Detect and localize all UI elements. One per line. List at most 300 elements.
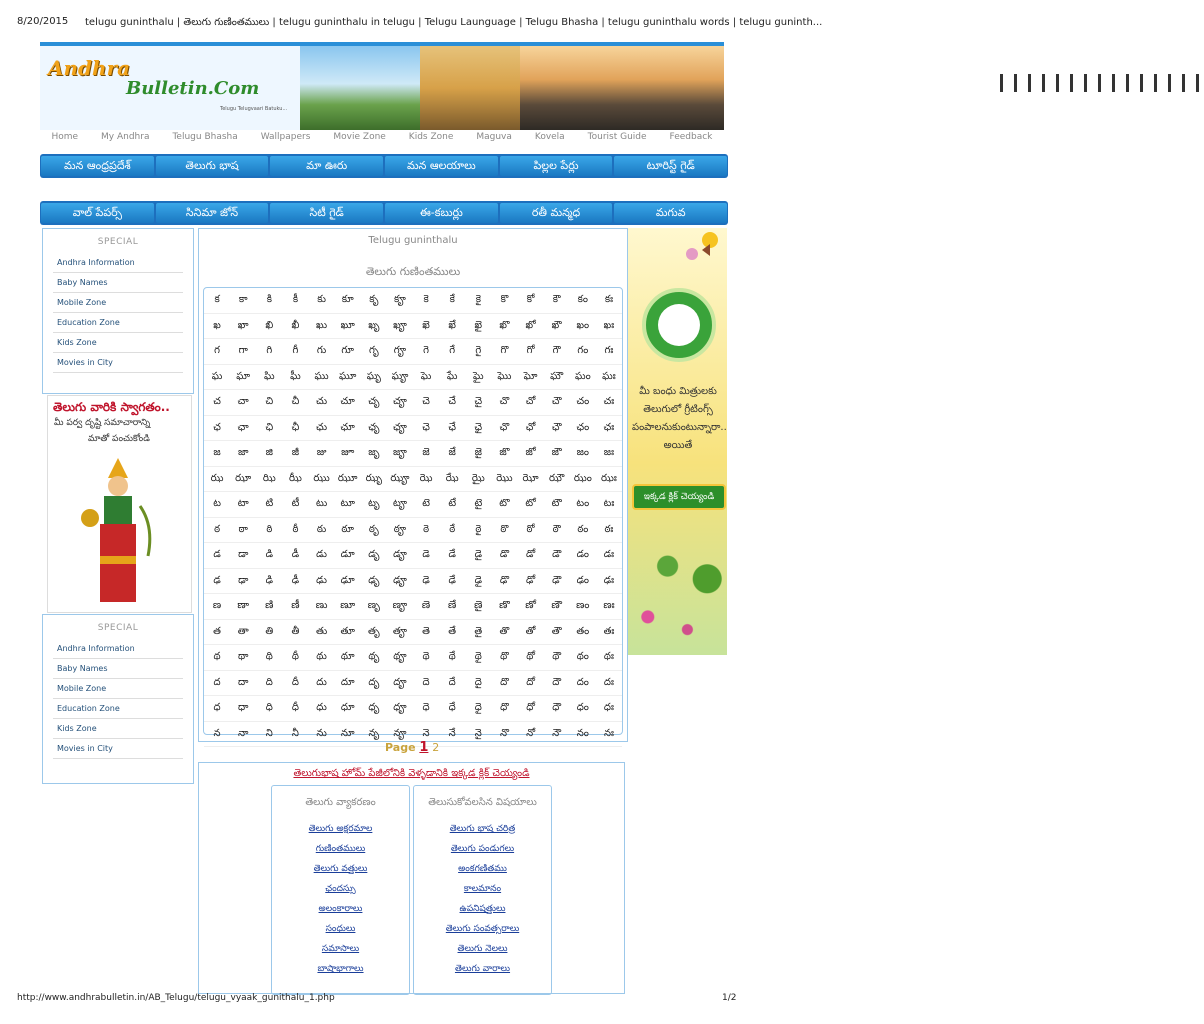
gunintham-cell: ఝి <box>262 472 276 484</box>
topic-link[interactable]: కాలమానం <box>463 884 502 894</box>
gunintham-cell: టౄ <box>392 498 407 510</box>
gunintham-cell: కే <box>449 294 455 306</box>
telugu-nav-item[interactable]: మా ఊరు <box>270 156 383 176</box>
gunintham-cell: ఠౌ <box>552 523 561 535</box>
gunintham-cell: థృ <box>368 651 380 663</box>
telugu-nav-item[interactable]: వాల్ పేపర్స్ <box>41 203 154 223</box>
gunintham-cell: ఠి <box>266 523 273 535</box>
gunintham-cell: ఝీ <box>289 472 302 484</box>
gunintham-cell: ఛొ <box>499 421 510 433</box>
gunintham-table <box>203 287 623 739</box>
gunintham-cell: టి <box>265 498 274 510</box>
telugu-nav-item[interactable]: మన ఆలయాలు <box>385 156 498 176</box>
gunintham-cell: ఝౄ <box>390 472 410 484</box>
gunintham-cell: ఛౌ <box>551 421 562 433</box>
gunintham-row <box>204 467 622 493</box>
gunintham-cell: ఠూ <box>341 523 354 535</box>
gunintham-cell: తై <box>474 625 483 637</box>
gunintham-cell: టొ <box>499 498 510 510</box>
gunintham-cell: ఢో <box>525 574 536 586</box>
gunintham-cell: డొ <box>499 549 510 561</box>
bridge-silhouette <box>1000 74 1204 92</box>
gunintham-cell: ఛృ <box>368 421 380 433</box>
gunintham-cell: టే <box>448 498 457 510</box>
gunintham-cell: కం <box>577 294 588 306</box>
telugu-nav-item[interactable]: మన ఆంధ్రప్రదేశ్ <box>41 156 154 176</box>
gunintham-cell: ఛి <box>265 421 274 433</box>
gunintham-cell: ఢూ <box>340 574 355 586</box>
gunintham-cell: కీ <box>292 294 299 306</box>
topic-link[interactable]: తెలుగు భాష చరిత్ర <box>449 824 516 834</box>
gunintham-cell: ఠా <box>238 523 248 535</box>
gunintham-cell: టౌ <box>551 498 562 510</box>
gunintham-cell: ధౌ <box>552 702 562 714</box>
special-link[interactable]: Andhra Information <box>53 253 183 273</box>
gunintham-cell: థౄ <box>393 651 407 663</box>
telugu-nav-bar-1 <box>40 154 728 178</box>
gunintham-cell: తా <box>237 625 249 637</box>
gunintham-cell: కా <box>238 294 248 306</box>
nav-telugu-bhasha[interactable]: Telugu Bhasha <box>172 132 238 142</box>
gunintham-cell: ణృ <box>367 600 380 612</box>
gunintham-cell: ఠౄ <box>393 523 407 535</box>
gunintham-cell: ను <box>316 727 327 739</box>
gunintham-cell: ఛు <box>316 421 328 433</box>
print-date: 8/20/2015 <box>17 16 69 27</box>
gunintham-cell: ఢౄ <box>393 574 407 586</box>
logo-text-bulletin[interactable]: Bulletin.Com <box>126 78 260 99</box>
gunintham-row <box>204 543 622 569</box>
gunintham-cell: జౌ <box>551 447 562 459</box>
gunintham-cell: నీ <box>291 727 299 739</box>
gunintham-cell: ఢొ <box>499 574 510 586</box>
gunintham-cell: కె <box>423 294 429 306</box>
page-next-link[interactable]: 2 <box>432 741 440 754</box>
topic-link[interactable]: ఉపనిషత్తులు <box>459 904 506 914</box>
gunintham-cell: దో <box>526 676 535 688</box>
gunintham-cell: ధు <box>316 702 327 714</box>
gunintham-cell: ఠే <box>449 523 456 535</box>
gunintham-cell: థౌ <box>552 651 562 663</box>
gunintham-cell: థి <box>265 651 273 663</box>
gunintham-cell: థీ <box>291 651 299 663</box>
gunintham-cell: ఠ <box>214 523 221 535</box>
gunintham-cell: ఖూ <box>340 319 355 331</box>
gunintham-cell: డో <box>525 549 536 561</box>
page-current-link[interactable]: 1 <box>419 740 429 755</box>
gunintham-cell: ధః <box>603 702 614 714</box>
gunintham-cell: చ <box>213 396 221 408</box>
site-banner <box>40 42 724 130</box>
gunintham-cell: ధౄ <box>393 702 407 714</box>
gunintham-cell: థె <box>422 651 430 663</box>
gunintham-cell: నూ <box>340 727 355 739</box>
gunintham-cell: నై <box>474 727 482 739</box>
gunintham-cell: దు <box>316 676 327 688</box>
gunintham-cell: గు <box>316 345 327 357</box>
gunintham-cell: టా <box>237 498 249 510</box>
gunintham-cell: చో <box>525 396 536 408</box>
gunintham-cell: నే <box>448 727 456 739</box>
gunintham-cell: చీ <box>291 396 300 408</box>
gunintham-cell: చః <box>603 396 615 408</box>
gunintham-cell: చౄ <box>393 396 407 408</box>
grammar-link[interactable]: తెలుగు వత్తులు <box>313 864 368 874</box>
gunintham-cell: టః <box>603 498 615 510</box>
topic-link[interactable]: తెలుగు సంవత్సరాలు <box>445 924 520 934</box>
gunintham-row <box>204 416 622 442</box>
gunintham-cell: నో <box>526 727 536 739</box>
gunintham-cell: ఝే <box>445 472 459 484</box>
gunintham-row <box>204 339 622 365</box>
gunintham-cell: థొ <box>500 651 509 663</box>
gunintham-cell: కృ <box>369 294 379 306</box>
gunintham-cell: గౌ <box>552 345 561 357</box>
grammar-link[interactable]: సంధులు <box>325 924 356 934</box>
topic-link[interactable]: తెలుగు నెలలు <box>457 944 508 954</box>
telugu-home-link[interactable]: తెలుగుభాష హోమ్ పేజీలోనికి వెళ్ళడానికి ఇక్కడ క్లిక్ చెయ్యండి <box>293 768 530 779</box>
gunintham-cell: గృ <box>368 345 379 357</box>
nav-feedback[interactable]: Feedback <box>669 132 713 142</box>
gunintham-cell: ఛం <box>576 421 590 433</box>
gunintham-cell: కో <box>526 294 535 306</box>
gunintham-cell: ఝా <box>235 472 252 484</box>
gunintham-cell: ఘ <box>211 370 223 382</box>
gunintham-cell: థం <box>576 651 589 663</box>
gunintham-cell: టో <box>525 498 536 510</box>
gunintham-cell: ఢ <box>213 574 221 586</box>
special-link[interactable]: Baby Names <box>53 273 183 293</box>
special-heading: SPECIAL <box>97 237 139 247</box>
gunintham-cell: థః <box>603 651 614 663</box>
ad-text: మీ బంధు మిత్రులకు తెలుగులో గ్రీటింగ్స్ పంపాలనుకుంటున్నారా.. అయితే <box>632 386 727 451</box>
gunintham-cell: ధే <box>448 702 456 714</box>
gunintham-row <box>204 390 622 416</box>
gunintham-cell: గ <box>214 345 220 357</box>
gunintham-cell: ధో <box>526 702 535 714</box>
gunintham-cell: జే <box>448 447 456 459</box>
grammar-heading: తెలుగు వ్యాకరణం <box>305 797 376 808</box>
gunintham-cell: దూ <box>340 676 355 688</box>
gunintham-cell: ఝ <box>210 472 224 484</box>
gunintham-cell: ఠః <box>604 523 614 535</box>
nav-wallpapers[interactable]: Wallpapers <box>260 132 311 142</box>
gunintham-cell: ఢృ <box>368 574 380 586</box>
gunintham-cell: ఘె <box>420 370 432 382</box>
gunintham-cell: దే <box>448 676 456 688</box>
gunintham-cell: ఠం <box>577 523 589 535</box>
gunintham-row <box>204 314 622 340</box>
gunintham-cell: థూ <box>340 651 355 663</box>
gunintham-cell: ధీ <box>291 702 299 714</box>
gunintham-cell: డి <box>265 549 274 561</box>
gunintham-cell: ఖే <box>448 319 456 331</box>
gunintham-cell: జొ <box>499 447 510 459</box>
telugu-nav-item[interactable]: పిల్లల పేర్లు <box>500 156 613 176</box>
gunintham-cell: ట <box>213 498 221 510</box>
gunintham-cell: ధా <box>237 702 249 714</box>
gunintham-cell: నృ <box>368 727 380 739</box>
special-link[interactable]: Movies in City <box>53 739 183 759</box>
gunintham-cell: నం <box>576 727 589 739</box>
gunintham-cell: తః <box>603 625 615 637</box>
gunintham-cell: డా <box>238 549 249 561</box>
gunintham-cell: కి <box>266 294 272 306</box>
gunintham-cell: ఝు <box>313 472 330 484</box>
gunintham-row <box>204 365 622 391</box>
gunintham-cell: నా <box>237 727 249 739</box>
gunintham-cell: జం <box>576 447 589 459</box>
gunintham-cell: తృ <box>368 625 380 637</box>
gunintham-cell: ఛో <box>525 421 536 433</box>
page-title: Telugu guninthalu <box>368 235 458 246</box>
gunintham-cell: నౌ <box>552 727 562 739</box>
gunintham-cell: నౄ <box>393 727 407 739</box>
nav-tourist-guide[interactable]: Tourist Guide <box>587 132 647 142</box>
gunintham-cell: టై <box>474 498 483 510</box>
gunintham-cell: ఢౌ <box>552 574 562 586</box>
gunintham-cell: దా <box>237 676 249 688</box>
gunintham-cell: తౌ <box>551 625 562 637</box>
gunintham-cell: థా <box>237 651 249 663</box>
gunintham-cell: ఘే <box>446 370 458 382</box>
topic-link[interactable]: అంకగణితము <box>458 864 507 874</box>
gunintham-cell: ణి <box>265 600 274 612</box>
flowers-decoration <box>628 528 727 655</box>
grammar-link[interactable]: అలంకారాలు <box>318 904 363 914</box>
grammar-link[interactable]: బాషాభాగాలు <box>317 964 364 974</box>
telugu-nav-item[interactable]: సిటీ గైడ్ <box>270 203 383 223</box>
grammar-link[interactable]: ఛందస్సు <box>325 884 356 894</box>
nav-my-andhra[interactable]: My Andhra <box>101 132 150 142</box>
gunintham-cell: చౌ <box>551 396 562 408</box>
gunintham-cell: క <box>214 294 220 306</box>
gunintham-cell: ఘూ <box>339 370 357 382</box>
gunintham-cell: నః <box>603 727 614 739</box>
grammar-box <box>271 785 410 995</box>
gunintham-cell: గీ <box>292 345 299 357</box>
gunintham-cell: కౄ <box>394 294 406 306</box>
gunintham-cell: ఖౌ <box>551 319 562 331</box>
gunintham-cell: ణె <box>421 600 431 612</box>
top-nav <box>40 132 724 146</box>
gunintham-cell: ణొ <box>499 600 510 612</box>
gunintham-cell: త <box>213 625 221 637</box>
ad-click-button[interactable]: ఇక్కడ క్లిక్ చెయ్యండి <box>632 484 726 510</box>
telugu-nav-item[interactable]: మగువ <box>614 203 727 223</box>
gunintham-cell: ఠో <box>526 523 535 535</box>
telugu-nav-item[interactable]: రతీ మన్మధ <box>500 203 613 223</box>
print-footer-page: 1/2 <box>722 993 737 1003</box>
gunintham-cell: ణ <box>212 600 222 612</box>
gunintham-cell: ద <box>213 676 221 688</box>
gunintham-cell: చొ <box>499 396 510 408</box>
print-header <box>0 0 823 28</box>
gunintham-cell: ఝో <box>522 472 539 484</box>
gunintham-cell: దీ <box>291 676 299 688</box>
welcome-line: మాతో పంచుకోండి <box>88 434 150 444</box>
gunintham-cell: గూ <box>341 345 354 357</box>
special-link[interactable]: Mobile Zone <box>53 293 183 313</box>
nav-movie-zone[interactable]: Movie Zone <box>333 132 386 142</box>
grammar-link[interactable]: గుణింతములు <box>315 844 366 854</box>
grammar-link[interactable]: తెలుగు అక్షరమాల <box>308 824 373 834</box>
gunintham-cell: ఢు <box>316 574 327 586</box>
special-link[interactable]: Education Zone <box>53 313 183 333</box>
special-link[interactable]: Education Zone <box>53 699 183 719</box>
gunintham-cell: తౄ <box>392 625 407 637</box>
gunintham-cell: నె <box>422 727 430 739</box>
gunintham-cell: జో <box>525 447 536 459</box>
gunintham-cell: ఠీ <box>292 523 299 535</box>
gunintham-row <box>204 620 622 646</box>
gunintham-cell: నొ <box>499 727 509 739</box>
telugu-nav-item[interactable]: సినిమా జోన్ <box>156 203 269 223</box>
telugu-nav-item[interactable]: ఈ-కబుర్లు <box>385 203 498 223</box>
gunintham-cell: దౄ <box>393 676 407 688</box>
gunintham-cell: ఢె <box>422 574 430 586</box>
pagination <box>385 740 439 755</box>
butterfly-flower-icon <box>680 230 724 270</box>
gunintham-cell: ఘి <box>264 370 275 382</box>
special-links-bottom <box>42 614 194 784</box>
gunintham-cell: ఖై <box>474 319 483 331</box>
gunintham-cell: దం <box>576 676 589 688</box>
special-link[interactable]: Mobile Zone <box>53 679 183 699</box>
gunintham-row <box>204 671 622 697</box>
gunintham-cell: చే <box>448 396 456 408</box>
gunintham-cell: ఖో <box>525 319 536 331</box>
grammar-link[interactable]: సమాసాలు <box>321 944 360 954</box>
gunintham-cell: డౌ <box>552 549 562 561</box>
telugu-nav-item[interactable]: టూరిస్ట్ గైడ్ <box>614 156 727 176</box>
gunintham-cell: ఢః <box>603 574 615 586</box>
gunintham-cell: ఘా <box>236 370 251 382</box>
gunintham-row <box>204 492 622 518</box>
gunintham-cell: చృ <box>368 396 380 408</box>
gunintham-cell: ఛే <box>448 421 456 433</box>
nav-kids-zone[interactable]: Kids Zone <box>408 132 454 142</box>
ad-logo-circle <box>642 288 716 362</box>
banner-image-temple <box>420 46 520 130</box>
gunintham-cell: జె <box>422 447 430 459</box>
gunintham-cell: గే <box>449 345 456 357</box>
gunintham-cell: ని <box>265 727 273 739</box>
topic-link[interactable]: తెలుగు వారాలు <box>454 964 511 974</box>
gunintham-cell: దృ <box>368 676 380 688</box>
gunintham-cell: ధె <box>422 702 430 714</box>
gunintham-cell: ణూ <box>340 600 356 612</box>
gunintham-cell: ఖా <box>237 319 249 331</box>
gunintham-cell: ఛా <box>237 421 249 433</box>
special-link[interactable]: Baby Names <box>53 659 183 679</box>
gunintham-cell: డై <box>474 549 483 561</box>
gunintham-cell: ఖొ <box>499 319 510 331</box>
logo-text-andhra[interactable]: Andhra <box>48 56 131 80</box>
gunintham-cell: తి <box>265 625 274 637</box>
gunintham-cell: ఛ <box>213 421 221 433</box>
gunintham-cell: జృ <box>368 447 380 459</box>
gunintham-cell: డ <box>213 549 221 561</box>
gunintham-cell: డే <box>448 549 456 561</box>
gunintham-cell: ఝృ <box>365 472 383 484</box>
nav-home[interactable]: Home <box>51 132 79 142</box>
nav-kovela[interactable]: Kovela <box>534 132 565 142</box>
related-links-panel <box>198 762 625 994</box>
gunintham-cell: డూ <box>340 549 355 561</box>
gunintham-cell: ఢీ <box>291 574 300 586</box>
gunintham-cell: ఛై <box>474 421 483 433</box>
gunintham-cell: జః <box>603 447 615 459</box>
nav-maguva[interactable]: Maguva <box>476 132 512 142</box>
gunintham-cell: చు <box>316 396 328 408</box>
special-link[interactable]: Kids Zone <box>53 333 183 353</box>
gunintham-cell: ఢం <box>576 574 589 586</box>
special-link[interactable]: Movies in City <box>53 353 183 373</box>
logo-tagline: Telugu Telugvaari Batuku... <box>220 106 288 112</box>
greetings-ad[interactable] <box>628 228 727 655</box>
gunintham-cell: ఘొ <box>497 370 512 382</box>
gunintham-cell: ణౌ <box>551 600 562 612</box>
gunintham-cell: ఠై <box>475 523 482 535</box>
gunintham-cell: ధై <box>474 702 482 714</box>
gunintham-cell: ఘై <box>473 370 484 382</box>
welcome-banner[interactable] <box>47 395 192 613</box>
gunintham-cell: ఘౌ <box>550 370 564 382</box>
gunintham-cell: టు <box>315 498 328 510</box>
print-footer-url: http://www.andhrabulletin.in/AB_Telugu/telugu_vyaak_gunithalu_1.php <box>17 993 335 1003</box>
gunintham-cell: కూ <box>341 294 354 306</box>
gunintham-cell: తె <box>422 625 430 637</box>
goddess-illustration <box>78 456 158 606</box>
gunintham-cell: డె <box>422 549 430 561</box>
gunintham-cell: థో <box>526 651 535 663</box>
gunintham-cell: ణీ <box>291 600 300 612</box>
special-link[interactable]: Kids Zone <box>53 719 183 739</box>
gunintham-cell: తీ <box>291 625 300 637</box>
topic-link[interactable]: తెలుగు పండుగలు <box>450 844 515 854</box>
gunintham-cell: ణు <box>315 600 328 612</box>
gunintham-cell: ధి <box>265 702 273 714</box>
gunintham-cell: డః <box>603 549 615 561</box>
gunintham-cell: ది <box>265 676 273 688</box>
gunintham-cell: దౌ <box>552 676 562 688</box>
gunintham-cell: దః <box>603 676 614 688</box>
gunintham-cell: తూ <box>340 625 355 637</box>
gunintham-cell: ణై <box>474 600 483 612</box>
gunintham-row <box>204 594 622 620</box>
gunintham-cell: ఝై <box>471 472 485 484</box>
gunintham-cell: చై <box>474 396 483 408</box>
gunintham-cell: థు <box>316 651 327 663</box>
gunintham-cell: కు <box>317 294 326 306</box>
gunintham-cell: ధూ <box>340 702 355 714</box>
telugu-nav-bar-2 <box>40 201 728 225</box>
gunintham-cell: గం <box>577 345 589 357</box>
telugu-nav-item[interactable]: తెలుగు భాష <box>156 156 269 176</box>
gunintham-cell: కొ <box>500 294 509 306</box>
gunintham-panel <box>198 228 628 742</box>
gunintham-cell: ఘః <box>602 370 616 382</box>
gunintham-cell: టీ <box>291 498 300 510</box>
special-link[interactable]: Andhra Information <box>53 639 183 659</box>
gunintham-cell: డౄ <box>393 549 407 561</box>
gunintham-cell: ఠొ <box>500 523 509 535</box>
gunintham-cell: చం <box>576 396 590 408</box>
gunintham-cell: ధొ <box>500 702 509 714</box>
gunintham-cell: గి <box>266 345 273 357</box>
gunintham-cell: ఝూ <box>337 472 358 484</box>
